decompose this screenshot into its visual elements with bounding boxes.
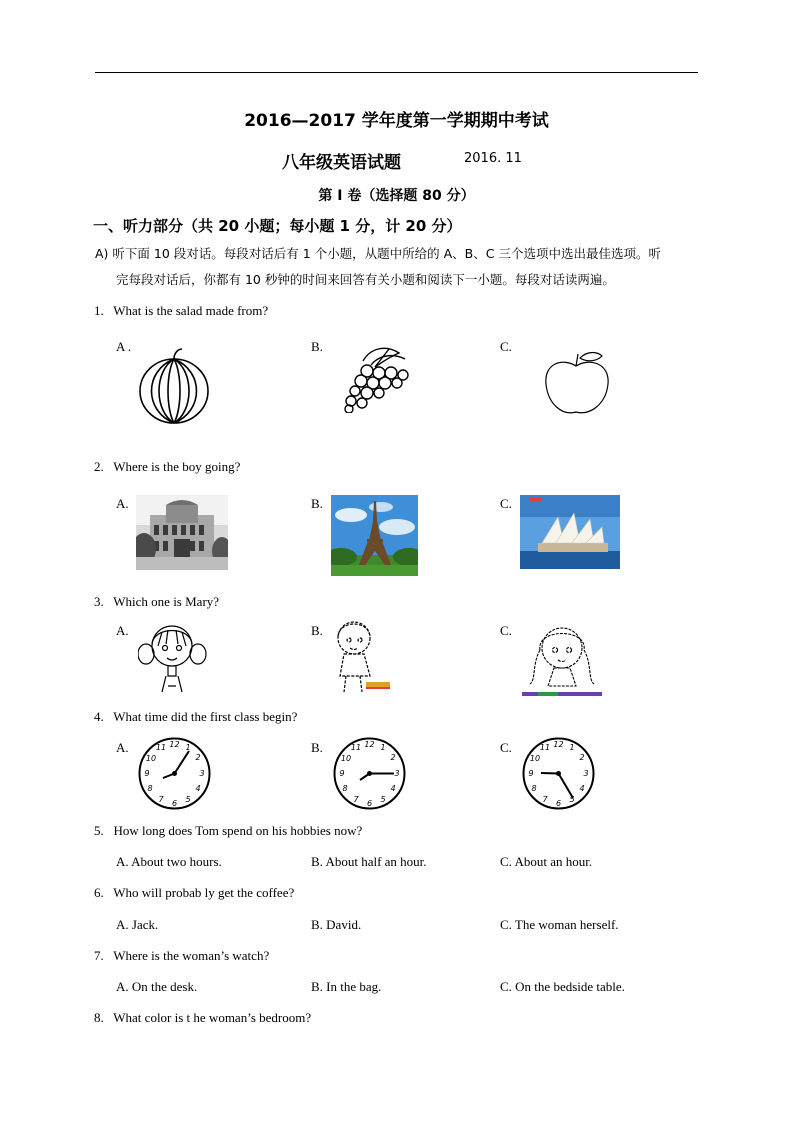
question-number: 4. xyxy=(94,709,104,724)
option-c[interactable]: C. On the bedside table. xyxy=(500,979,625,994)
exam-date: 2016. 11 xyxy=(464,151,522,166)
option-c[interactable]: C. The woman herself. xyxy=(500,917,619,932)
svg-text:3: 3 xyxy=(199,769,205,778)
svg-text:1: 1 xyxy=(380,743,386,752)
svg-text:10: 10 xyxy=(145,754,157,763)
svg-text:7: 7 xyxy=(158,795,164,804)
eiffel-tower-photo xyxy=(331,495,418,576)
option-label[interactable]: B. xyxy=(311,623,323,638)
svg-text:11: 11 xyxy=(155,743,167,752)
header-rule xyxy=(95,72,698,73)
svg-text:12: 12 xyxy=(169,740,180,749)
sydney-opera-house-photo xyxy=(520,495,620,569)
svg-text:9: 9 xyxy=(339,769,345,778)
svg-text:8: 8 xyxy=(147,784,153,793)
svg-text:1: 1 xyxy=(185,743,191,752)
option-label[interactable]: B. xyxy=(311,740,323,755)
svg-text:2: 2 xyxy=(579,753,585,762)
svg-text:6: 6 xyxy=(171,799,178,808)
girl-dress-icon xyxy=(330,618,400,696)
svg-text:9: 9 xyxy=(144,769,150,778)
apple-icon xyxy=(540,350,616,418)
watermelon-icon xyxy=(136,345,216,427)
svg-text:8: 8 xyxy=(342,784,348,793)
option-label[interactable]: A . xyxy=(116,339,132,354)
question-3 xyxy=(94,594,219,610)
svg-text:7: 7 xyxy=(353,795,359,804)
option-label[interactable]: A. xyxy=(116,623,129,638)
svg-text:10: 10 xyxy=(340,754,352,763)
question-number: 2. xyxy=(94,459,104,474)
svg-text:2: 2 xyxy=(390,753,396,762)
option-b[interactable]: B. About half an hour. xyxy=(311,854,427,869)
clock-icon xyxy=(332,736,407,811)
option-label[interactable]: C. xyxy=(500,623,512,638)
girl-long-hair-icon xyxy=(518,620,606,700)
question-number: 1. xyxy=(94,303,104,318)
svg-text:6: 6 xyxy=(366,799,373,808)
option-a[interactable]: A. About two hours. xyxy=(116,854,222,869)
girl-short-hair-icon xyxy=(138,620,208,696)
question-text: Which one is Mary? xyxy=(113,594,220,609)
option-label[interactable]: B. xyxy=(311,496,323,511)
question-number: 7. xyxy=(94,948,104,963)
svg-text:3: 3 xyxy=(583,769,589,778)
svg-text:11: 11 xyxy=(350,743,362,752)
clock-icon xyxy=(137,736,212,811)
question-text: Where is the woman’s watch? xyxy=(113,948,270,963)
question-1 xyxy=(94,303,268,319)
svg-text:4: 4 xyxy=(195,784,201,793)
question-text: Where is the boy going? xyxy=(113,459,241,474)
option-label[interactable]: C. xyxy=(500,339,512,354)
svg-text:2: 2 xyxy=(195,753,201,762)
question-number: 8. xyxy=(94,1010,104,1025)
svg-text:4: 4 xyxy=(390,784,396,793)
svg-text:3: 3 xyxy=(394,769,400,778)
svg-text:11: 11 xyxy=(539,743,551,752)
question-text: Who will probab ly get the coffee? xyxy=(113,885,295,900)
option-label[interactable]: C. xyxy=(500,740,512,755)
exam-subtitle: 八年级英语试题 xyxy=(282,153,401,173)
option-label[interactable]: B. xyxy=(311,339,323,354)
section-heading: 一、听力部分（共 20 小题；每小题 1 分，计 20 分） xyxy=(93,217,462,235)
option-b[interactable]: B. In the bag. xyxy=(311,979,382,994)
svg-text:12: 12 xyxy=(364,740,375,749)
volume-heading: 第 I 卷（选择题 80 分） xyxy=(318,188,475,204)
instruction-line-2: 完每段对话后，你都有 10 秒钟的时间来回答有关小题和阅读下一小题。每段对话读两遍。 xyxy=(116,272,615,287)
option-c[interactable]: C. About an hour. xyxy=(500,854,593,869)
svg-text:12: 12 xyxy=(553,740,564,749)
option-a[interactable]: A. Jack. xyxy=(116,917,159,932)
question-5 xyxy=(94,823,362,839)
clock-icon xyxy=(521,736,596,811)
option-label[interactable]: C. xyxy=(500,496,512,511)
question-text: What time did the first class begin? xyxy=(113,709,298,724)
option-b[interactable]: B. David. xyxy=(311,917,362,932)
grapes-icon xyxy=(331,343,413,413)
question-8 xyxy=(94,1010,311,1026)
option-label[interactable]: A. xyxy=(116,496,129,511)
svg-text:6: 6 xyxy=(555,799,562,808)
svg-text:8: 8 xyxy=(531,784,537,793)
question-2 xyxy=(94,459,240,475)
svg-text:5: 5 xyxy=(185,795,191,804)
svg-text:7: 7 xyxy=(542,795,548,804)
question-text: How long does Tom spend on his hobbies now? xyxy=(113,823,363,838)
instruction-line-1: A) 听下面 10 段对话。每段对话后有 1 个小题，从题中所给的 A、B、C 三个选项中选出最佳选项。听 xyxy=(95,246,661,261)
question-4 xyxy=(94,709,297,725)
question-number: 6. xyxy=(94,885,104,900)
question-text: What color is t he woman’s bedroom? xyxy=(113,1010,312,1025)
option-a[interactable]: A. On the desk. xyxy=(116,979,198,994)
option-label[interactable]: A. xyxy=(116,740,129,755)
svg-text:10: 10 xyxy=(529,754,541,763)
svg-text:1: 1 xyxy=(569,743,575,752)
svg-text:9: 9 xyxy=(528,769,534,778)
svg-text:4: 4 xyxy=(579,784,585,793)
question-6 xyxy=(94,885,294,901)
svg-text:5: 5 xyxy=(380,795,386,804)
question-number: 3. xyxy=(94,594,104,609)
svg-text:5: 5 xyxy=(569,795,575,804)
question-number: 5. xyxy=(94,823,104,838)
palace-photo xyxy=(136,495,228,570)
question-text: What is the salad made from? xyxy=(113,303,269,318)
question-7 xyxy=(94,948,269,964)
exam-title: 2016—2017 学年度第一学期期中考试 xyxy=(244,111,549,131)
